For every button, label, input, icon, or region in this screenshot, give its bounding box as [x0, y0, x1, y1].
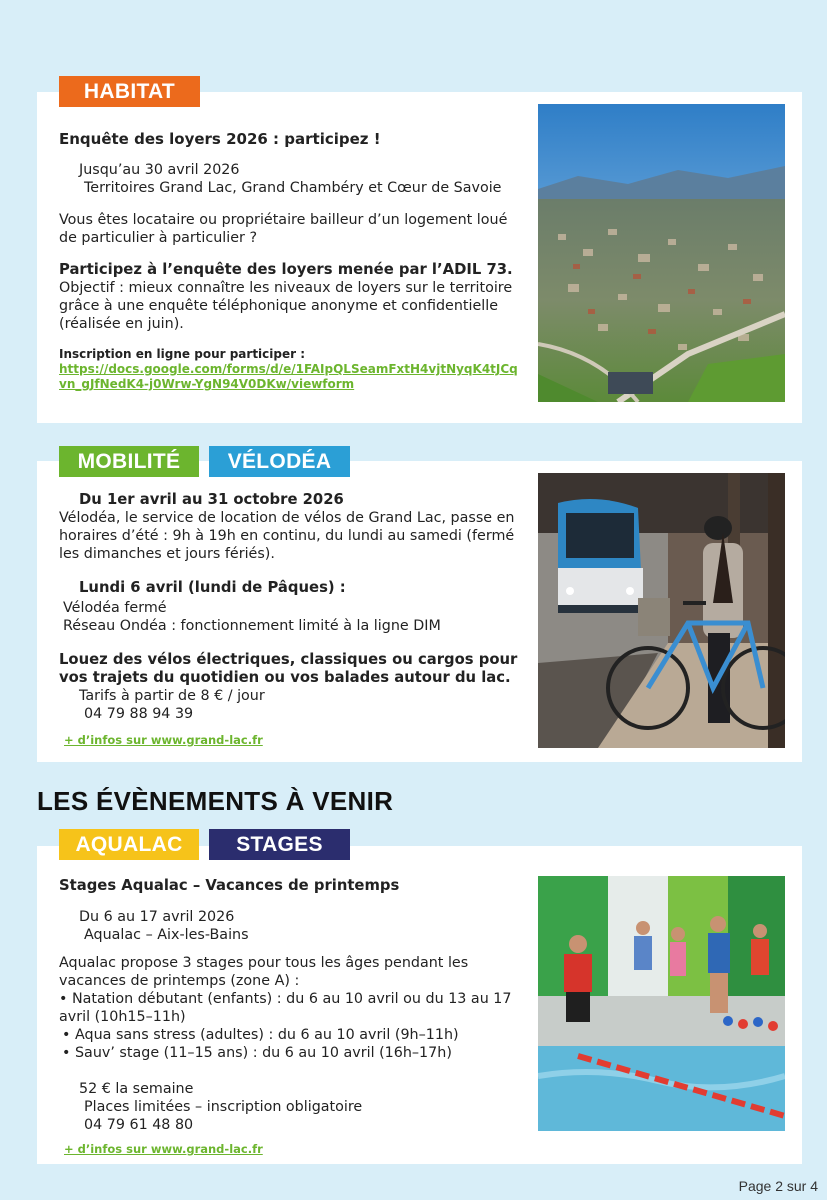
aqualac-more-link[interactable]: + d’infos sur www.grand-lac.fr	[64, 1142, 263, 1156]
aqualac-place: Aqualac – Aix-les-Bains	[84, 927, 249, 943]
aqualac-item: • Sauv’ stage (11–15 ans) : du 6 au 10 avril (16h–17h)	[62, 1045, 452, 1061]
mobilite-tag: MOBILITÉ	[59, 446, 199, 477]
habitat-title: Enquête des loyers 2026 : participez !	[59, 130, 381, 148]
habitat-question: Vous êtes locataire ou propriétaire bailleur d’un logement loué de particulier à particulier ?	[59, 212, 508, 246]
mobilite-period-text: Vélodéa, le service de location de vélos de Grand Lac, passe en horaires d’été : 9h à 19h en continu, du lundi au samedi (fermé les dimanches et jours fériés).	[59, 510, 515, 562]
aqualac-intro: Aqualac propose 3 stages pour tous les âges pendant les vacances de printemps (zone A) :	[59, 955, 469, 989]
aqualac-tag: AQUALAC	[59, 829, 199, 860]
mobilite-closed: Vélodéa fermé	[63, 600, 167, 616]
mobilite-phone: 04 79 88 94 39	[84, 706, 194, 722]
aqualac-price: 52 € la semaine	[79, 1081, 194, 1097]
aqualac-date: Du 6 au 17 avril 2026	[79, 909, 235, 925]
mobilite-card	[37, 461, 802, 762]
aqualac-item: • Aqua sans stress (adultes) : du 6 au 10 avril (9h–11h)	[62, 1027, 459, 1043]
mobilite-photo	[538, 473, 785, 748]
aqualac-item: • Natation débutant (enfants) : du 6 au 10 avril ou du 13 au 17 avril (10h15–11h)	[59, 991, 512, 1025]
mobilite-network: Réseau Ondéa : fonctionnement limité à la ligne DIM	[63, 618, 441, 634]
mobilite-holiday: Lundi 6 avril (lundi de Pâques) :	[79, 579, 346, 596]
habitat-cta: Participez à l’enquête des loyers menée par l’ADIL 73.	[59, 261, 513, 278]
habitat-text	[59, 130, 529, 392]
train-bike-image	[538, 473, 785, 748]
mobilite-text	[59, 491, 529, 749]
aerial-town-image	[538, 104, 785, 402]
habitat-tag: HABITAT	[59, 76, 200, 107]
page-number: Page 2 sur 4	[738, 1178, 818, 1194]
stages-tag: STAGES	[209, 829, 350, 860]
swimming-pool-image	[538, 876, 785, 1131]
aqualac-photo	[538, 876, 785, 1131]
mobilite-rent: Louez des vélos électriques, classiques ou cargos pour vos trajets du quotidien ou vos balades autour du lac.	[59, 651, 518, 686]
habitat-photo	[538, 104, 785, 402]
mobilite-price: Tarifs à partir de 8 € / jour	[79, 688, 265, 704]
habitat-card	[37, 92, 802, 423]
habitat-signup-link[interactable]: https://docs.google.com/forms/d/e/1FAIpQLSeamFxtH4vjtNyqK4tJCqvn_gJfNedK4-j0Wrw-YgN94V0DKw/viewform	[59, 362, 518, 391]
habitat-territories: Territoires Grand Lac, Grand Chambéry et Cœur de Savoie	[84, 180, 502, 196]
habitat-objective: Objectif : mieux connaître les niveaux de loyers sur le territoire grâce à une enquête téléphonique anonyme et confidentielle (réalisée en juin).	[59, 280, 513, 332]
habitat-date: Jusqu’au 30 avril 2026	[79, 162, 240, 178]
mobilite-more-link[interactable]: + d’infos sur www.grand-lac.fr	[64, 733, 263, 747]
events-section-title: LES ÉVÈNEMENTS À VENIR	[37, 786, 394, 816]
mobilite-period: Du 1er avril au 31 octobre 2026	[79, 491, 344, 508]
velodea-tag: VÉLODÉA	[209, 446, 350, 477]
aqualac-title: Stages Aqualac – Vacances de printemps	[59, 877, 400, 894]
habitat-signup-label: Inscription en ligne pour participer :	[59, 347, 306, 361]
aqualac-places: Places limitées – inscription obligatoire	[84, 1099, 363, 1115]
aqualac-card	[37, 846, 802, 1164]
aqualac-text	[59, 877, 529, 1158]
aqualac-phone: 04 79 61 48 80	[84, 1117, 194, 1133]
